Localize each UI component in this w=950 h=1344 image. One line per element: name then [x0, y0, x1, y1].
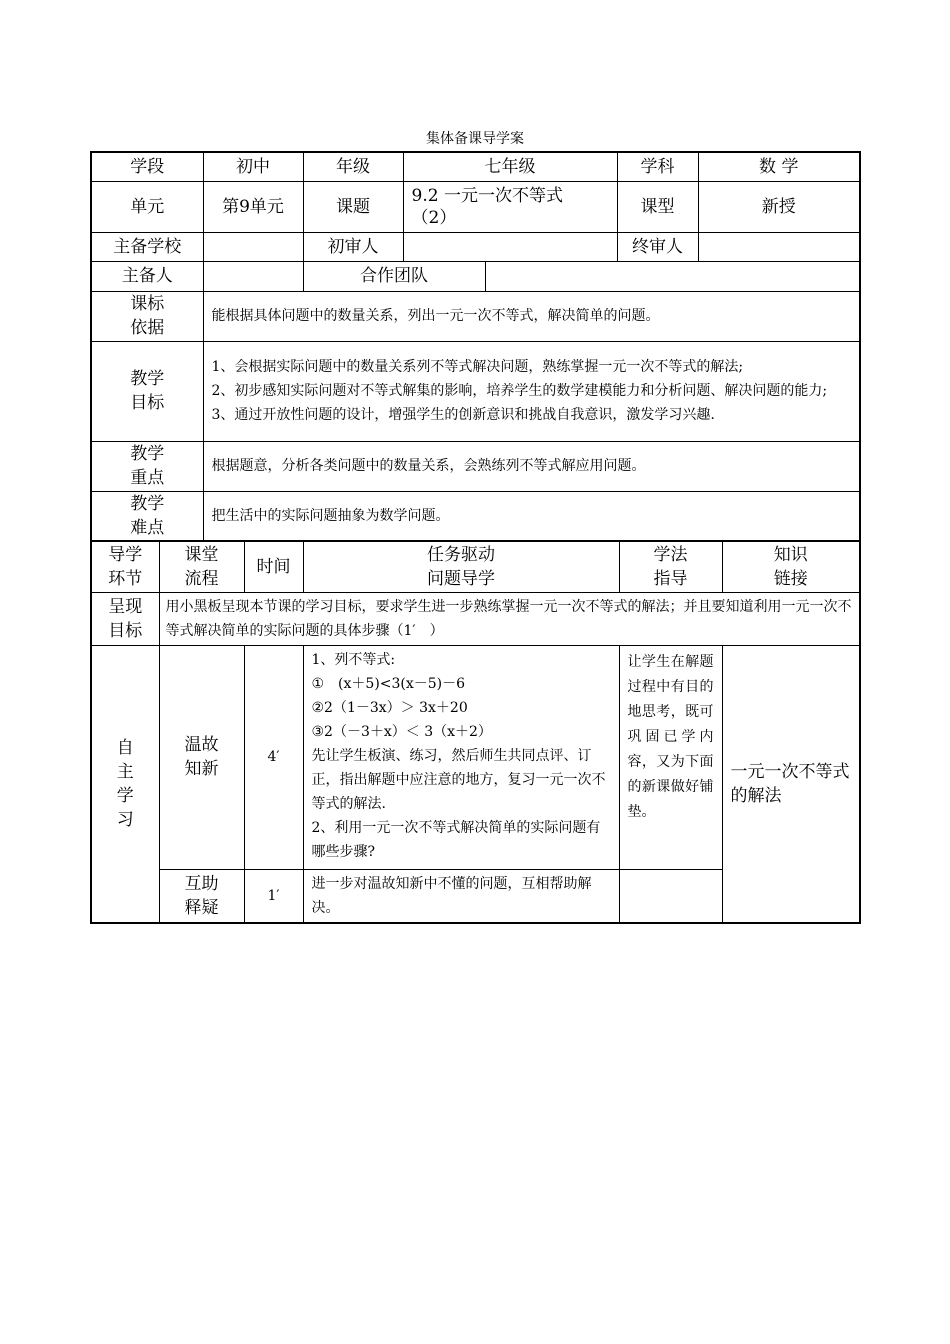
chengxian-label-2: 目标	[108, 620, 143, 641]
wengu-task-line: ③2（－3＋x）＜ 3（x＋2）	[311, 723, 492, 740]
chushen-value[interactable]	[403, 232, 617, 261]
kebiao-label	[91, 291, 203, 341]
mubiao-label-2: 目标	[130, 393, 165, 413]
xueduan-label: 学段	[91, 152, 203, 181]
col-ketang	[159, 541, 244, 592]
zizhu-char: 学	[116, 785, 134, 806]
col-shijian: 时间	[244, 541, 303, 592]
wengu-label-2: 知新	[184, 759, 219, 779]
col-daoxue-1: 导学	[108, 544, 143, 565]
mubiao-label-1: 教学	[130, 369, 165, 389]
kebiao-label-2: 依据	[130, 318, 165, 338]
chushen-label: 初审人	[303, 232, 403, 261]
wengu-task	[303, 645, 619, 869]
nandian-label-1: 教学	[130, 493, 165, 514]
col-ketang-1: 课堂	[184, 544, 219, 565]
col-zhishi	[722, 541, 860, 592]
zizhu-char: 习	[116, 809, 134, 830]
chengxian-label-1: 呈现	[108, 596, 143, 617]
wengu-xuefa: 让学生在解题过程中有目的地思考，既可巩固已学内容，又为下面的新课做好铺垫。	[619, 645, 722, 869]
zhubeiren-label: 主备人	[91, 261, 203, 291]
zhongdian-text: 根据题意，分析各类问题中的数量关系，会熟练列不等式解应用问题。	[203, 441, 860, 491]
huzhu-label-2: 释疑	[184, 897, 219, 918]
mubiao-list	[203, 341, 860, 441]
zhongdian-label-1: 教学	[130, 444, 165, 464]
col-zhishi-1: 知识	[773, 544, 808, 565]
zhubei-school-label: 主备学校	[91, 232, 203, 261]
xueke-label: 学科	[617, 152, 698, 181]
col-daoxue	[91, 541, 159, 592]
zhishi-text: 一元一次不等式的解法	[722, 645, 860, 923]
xueduan-value: 初中	[203, 152, 303, 181]
huzhu-label-1: 互助	[184, 873, 219, 894]
keti-label: 课题	[303, 181, 403, 232]
col-ketang-2: 流程	[184, 568, 219, 589]
zhubei-school-value[interactable]	[203, 232, 303, 261]
mubiao-item: 1、会根据实际问题中的数量关系列不等式解决问题，熟练掌握一元一次不等式的解法;	[211, 359, 744, 375]
lesson-info-table	[90, 151, 861, 542]
col-xuefa	[619, 541, 722, 592]
xueke-value: 数 学	[698, 152, 860, 181]
nandian-label	[91, 491, 203, 541]
wengu-task-line: 先让学生板演、练习，然后师生共同点评、订正，指出解题中应注意的地方，复习一元一次不等式的解法.	[311, 747, 606, 812]
keti-value	[403, 181, 617, 232]
kexing-value: 新授	[698, 181, 860, 232]
kebiao-text: 能根据具体问题中的数量关系，列出一元一次不等式，解决简单的问题。	[203, 291, 860, 341]
chengxian-text: 用小黑板呈现本节课的学习目标，要求学生进一步熟练掌握一元一次不等式的解法；并且要知道利用一元一次不等式解决简单的实际问题的具体步骤（1′ ）	[159, 592, 860, 645]
wengu-task-line: ②2（1－3x）＞ 3x＋20	[311, 699, 468, 716]
zhongshen-label: 终审人	[617, 232, 698, 261]
col-renwu	[303, 541, 619, 592]
nandian-label-2: 难点	[130, 517, 165, 538]
nandian-text: 把生活中的实际问题抽象为数学问题。	[203, 491, 860, 541]
zhongdian-label	[91, 441, 203, 491]
huzhu-time: 1′	[244, 869, 303, 923]
hezuo-value[interactable]	[485, 261, 860, 291]
huzhu-xuefa	[619, 869, 722, 923]
kexing-label: 课型	[617, 181, 698, 232]
zizhu-char: 主	[116, 761, 134, 782]
mubiao-label	[91, 341, 203, 441]
danyuan-label: 单元	[91, 181, 203, 232]
col-xuefa-1: 学法	[653, 544, 688, 565]
wengu-task-line: 1、列不等式:	[311, 651, 396, 668]
col-daoxue-2: 环节	[108, 568, 143, 589]
col-renwu-1: 任务驱动	[427, 544, 495, 565]
wengu-time: 4′	[244, 645, 303, 869]
hezuo-label: 合作团队	[303, 261, 485, 291]
kebiao-label-1: 课标	[130, 294, 165, 314]
wengu-label	[159, 645, 244, 869]
chengxian-label	[91, 592, 159, 645]
zhongshen-value[interactable]	[698, 232, 860, 261]
huzhu-task: 进一步对温故知新中不懂的问题，互相帮助解决。	[303, 869, 619, 923]
danyuan-value: 第9单元	[203, 181, 303, 232]
col-renwu-2: 问题导学	[427, 568, 495, 589]
zhubeiren-value[interactable]	[203, 261, 303, 291]
col-xuefa-2: 指导	[653, 568, 688, 589]
wengu-label-1: 温故	[184, 735, 219, 755]
wengu-task-line: 2、利用一元一次不等式解决简单的实际问题有哪些步骤?	[311, 819, 601, 860]
col-zhishi-2: 链接	[773, 568, 808, 589]
keti-value-line2: （2）	[411, 207, 457, 228]
zizhu-char: 自	[116, 737, 134, 758]
document-title: 集体备课导学案	[426, 131, 524, 147]
mubiao-item: 2、初步感知实际问题对不等式解集的影响，培养学生的数学建模能力和分析问题、解决问题的能力;	[211, 383, 828, 399]
huzhu-label	[159, 869, 244, 923]
nianji-label: 年级	[303, 152, 403, 181]
lesson-flow-table	[90, 540, 861, 924]
mubiao-item: 3、通过开放性问题的设计，增强学生的创新意识和挑战自我意识，激发学习兴趣.	[211, 407, 715, 423]
keti-value-line1: 9.2 一元一次不等式	[411, 185, 563, 206]
nianji-value: 七年级	[403, 152, 617, 181]
zizhu-xuexi-label	[91, 645, 159, 923]
wengu-task-line: ① (x＋5)<3(x－5)－6	[311, 675, 466, 692]
zhongdian-label-2: 重点	[130, 468, 165, 488]
